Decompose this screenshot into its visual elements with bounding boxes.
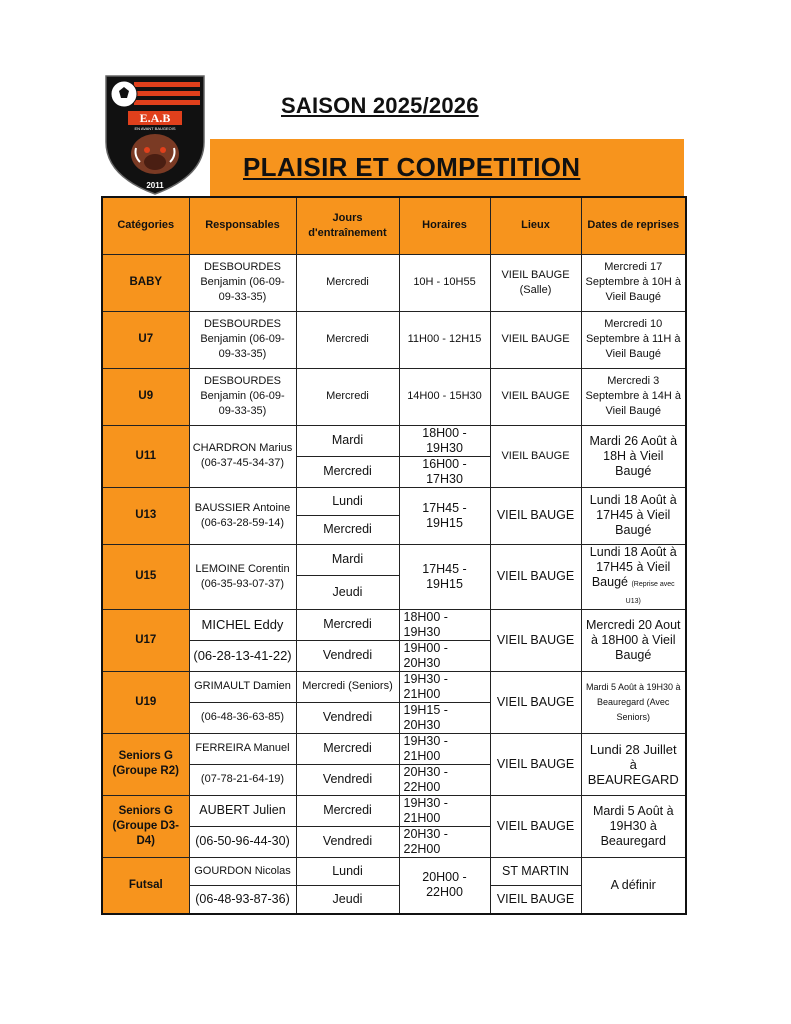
reprise-cell: Lundi 28 Juillet à BEAUREGARD	[581, 733, 686, 795]
table-row	[102, 311, 686, 368]
lieu-cell: VIEIL BAUGE	[490, 795, 581, 857]
category-cell: U13	[102, 487, 189, 544]
lieu-cell: VIEIL BAUGE	[490, 609, 581, 671]
responsable-cell: DESBOURDES Benjamin (06-09-09-33-35)	[189, 254, 296, 311]
table-row	[102, 609, 686, 640]
jour-cell: Mercredi	[296, 456, 399, 487]
horaire-cell: 20H30 - 22H00	[399, 826, 490, 857]
horaire-cell: 19H30 - 21H00	[399, 733, 490, 764]
jour-cell: Mercredi (Seniors)	[296, 671, 399, 702]
category-cell: U19	[102, 671, 189, 733]
header-horaires: Horaires	[399, 197, 490, 254]
reprise-cell: Mercredi 3 Septembre à 14H à Vieil Baugé	[581, 368, 686, 425]
category-cell: Seniors G (Groupe R2)	[102, 733, 189, 795]
horaire-cell: 20H00 - 22H00	[399, 857, 490, 914]
category-cell: BABY	[102, 254, 189, 311]
jour-cell: Jeudi	[296, 576, 399, 609]
header-dates: Dates de reprises	[581, 197, 686, 254]
horaire-cell: 19H30 - 21H00	[399, 671, 490, 702]
responsable-name-cell: AUBERT Julien	[189, 795, 296, 826]
lieu-cell: ST MARTIN	[490, 857, 581, 885]
responsable-cell: LEMOINE Corentin (06-35-93-07-37)	[189, 544, 296, 609]
responsable-cell: DESBOURDES Benjamin (06-09-09-33-35)	[189, 311, 296, 368]
responsable-name-cell: GOURDON Nicolas	[189, 857, 296, 885]
responsable-name-cell: MICHEL Eddy	[189, 609, 296, 640]
reprise-cell: A définir	[581, 857, 686, 914]
horaire-cell: 19H00 - 20H30	[399, 640, 490, 671]
reprise-cell: Mercredi 20 Aout à 18H00 à Vieil Baugé	[581, 609, 686, 671]
table-row	[102, 425, 686, 456]
reprise-cell: Mardi 5 Août à 19H30 à Beauregard	[581, 795, 686, 857]
reprise-cell: Mardi 26 Août à 18H à Vieil Baugé	[581, 425, 686, 487]
responsable-name-cell: GRIMAULT Damien	[189, 671, 296, 702]
header-responsables: Responsables	[189, 197, 296, 254]
header-categories: Catégories	[102, 197, 189, 254]
jour-cell: Vendredi	[296, 826, 399, 857]
header-lieux: Lieux	[490, 197, 581, 254]
jour-cell: Lundi	[296, 487, 399, 515]
responsable-phone-cell: (06-50-96-44-30)	[189, 826, 296, 857]
logo-subtitle: EN AVANT BAUGEOIS	[134, 126, 176, 131]
horaire-cell: 17H45 - 19H15	[399, 487, 490, 544]
horaire-cell: 11H00 - 12H15	[399, 311, 490, 368]
category-cell: U7	[102, 311, 189, 368]
jour-cell: Mercredi	[296, 254, 399, 311]
lieu-cell: VIEIL BAUGE	[490, 671, 581, 733]
jour-cell: Mardi	[296, 544, 399, 576]
jour-cell: Jeudi	[296, 885, 399, 914]
jour-cell: Vendredi	[296, 640, 399, 671]
jour-cell: Mercredi	[296, 609, 399, 640]
responsable-name-cell: FERREIRA Manuel	[189, 733, 296, 764]
responsable-phone-cell: (06-48-36-63-85)	[189, 702, 296, 733]
category-cell: U11	[102, 425, 189, 487]
schedule-table	[101, 196, 687, 915]
lieu-cell: VIEIL BAUGE (Salle)	[490, 254, 581, 311]
jour-cell: Mercredi	[296, 515, 399, 544]
horaire-cell: 10H - 10H55	[399, 254, 490, 311]
lieu-cell: VIEIL BAUGE	[490, 487, 581, 544]
category-cell: Seniors G (Groupe D3-D4)	[102, 795, 189, 857]
lieu-cell: VIEIL BAUGE	[490, 733, 581, 795]
reprise-cell	[581, 544, 686, 609]
responsable-phone-cell: (06-28-13-41-22)	[189, 640, 296, 671]
logo-letters: E.A.B	[139, 111, 171, 125]
lieu-cell: VIEIL BAUGE	[490, 368, 581, 425]
table-row	[102, 368, 686, 425]
lieu-cell: VIEIL BAUGE	[490, 544, 581, 609]
table-row	[102, 544, 686, 576]
category-cell: U17	[102, 609, 189, 671]
club-logo	[100, 72, 210, 196]
banner-title: PLAISIR ET COMPETITION	[243, 152, 581, 182]
horaire-cell: 19H30 - 21H00	[399, 795, 490, 826]
table-row	[102, 254, 686, 311]
responsable-cell: BAUSSIER Antoine (06-63-28-59-14)	[189, 487, 296, 544]
horaire-cell: 18H00 - 19H30	[399, 609, 490, 640]
jour-cell: Mercredi	[296, 368, 399, 425]
responsable-cell: CHARDRON Marius (06-37-45-34-37)	[189, 425, 296, 487]
jour-cell: Mercredi	[296, 795, 399, 826]
lieu-cell: VIEIL BAUGE	[490, 311, 581, 368]
category-cell: U15	[102, 544, 189, 609]
table-row	[102, 795, 686, 826]
season-title: SAISON 2025/2026	[281, 93, 479, 118]
jour-cell: Lundi	[296, 857, 399, 885]
horaire-cell: 18H00 - 19H30	[399, 425, 490, 456]
jour-cell: Mardi	[296, 425, 399, 456]
category-cell: U9	[102, 368, 189, 425]
reprise-cell: Mercredi 10 Septembre à 11H à Vieil Baugé	[581, 311, 686, 368]
table-row	[102, 733, 686, 764]
category-cell: Futsal	[102, 857, 189, 914]
reprise-cell: Mercredi 17 Septembre à 10H à Vieil Baugé	[581, 254, 686, 311]
horaire-cell: 14H00 - 15H30	[399, 368, 490, 425]
lieu-cell: VIEIL BAUGE	[490, 885, 581, 914]
reprise-text: Lundi 18 Août à 17H45 à Vieil Baugé	[589, 544, 677, 589]
horaire-cell: 16H00 - 17H30	[399, 456, 490, 487]
header-jours: Jours d'entraînement	[296, 197, 399, 254]
jour-cell: Vendredi	[296, 764, 399, 795]
jour-cell: Mercredi	[296, 311, 399, 368]
responsable-phone-cell: (06-48-93-87-36)	[189, 885, 296, 914]
table-row	[102, 487, 686, 515]
logo-year: 2011	[146, 181, 164, 190]
jour-cell: Mercredi	[296, 733, 399, 764]
horaire-cell: 20H30 - 22H00	[399, 764, 490, 795]
responsable-phone-cell: (07-78-21-64-19)	[189, 764, 296, 795]
table-row	[102, 857, 686, 885]
jour-cell: Vendredi	[296, 702, 399, 733]
responsable-cell: DESBOURDES Benjamin (06-09-09-33-35)	[189, 368, 296, 425]
reprise-cell: Lundi 18 Août à 17H45 à Vieil Baugé	[581, 487, 686, 544]
table-row	[102, 671, 686, 702]
horaire-cell: 19H15 - 20H30	[399, 702, 490, 733]
horaire-cell: 17H45 - 19H15	[399, 544, 490, 609]
reprise-note: (Reprise avec U13)	[625, 580, 675, 605]
reprise-cell: Mardi 5 Août à 19H30 à Beauregard (Avec Seniors)	[581, 671, 686, 733]
lieu-cell: VIEIL BAUGE	[490, 425, 581, 487]
header-row	[102, 197, 686, 254]
